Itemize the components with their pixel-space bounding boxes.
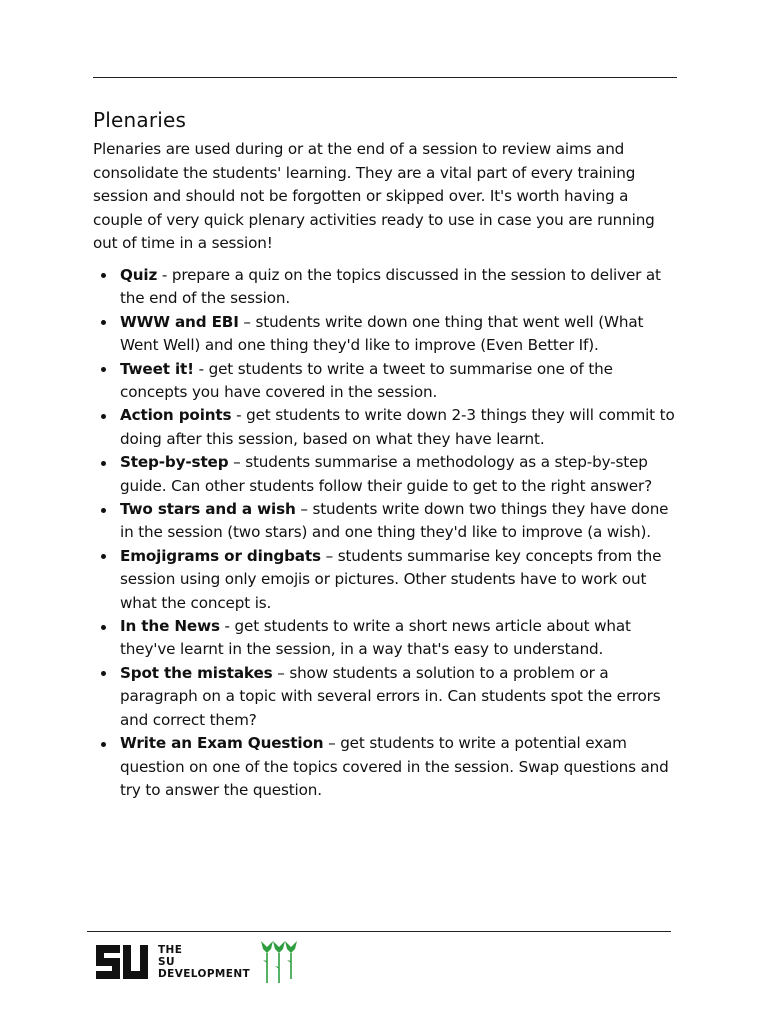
list-item	[120, 264, 678, 311]
su-development-logo	[94, 942, 250, 982]
su-logo-mark-icon	[94, 943, 150, 981]
footer-divider	[87, 931, 671, 932]
item-term: In the News	[120, 617, 220, 636]
list-item	[120, 404, 678, 451]
list-item	[120, 311, 678, 358]
plenary-list	[93, 264, 678, 802]
item-term: Step-by-step	[120, 453, 229, 472]
item-description: – show students a solution to a problem or a paragraph on a topic with several errors in. Can students spot the errors and correct them?	[120, 663, 661, 729]
list-item	[120, 545, 678, 615]
intro-paragraph: Plenaries are used during or at the end of a session to review aims and consolidate the students' learning. They are a vital part of every training session and should not be forgotten or skipped over. It's worth having a couple of very quick plenary activities ready to use in case you are running out of time in a session!	[93, 140, 655, 253]
section-heading: Plenaries	[93, 108, 187, 132]
item-description: – students summarise a methodology as a step-by-step guide. Can other students follow their guide to get to the right answer?	[120, 453, 653, 495]
item-term: Action points	[120, 406, 232, 425]
item-term: Write an Exam Question	[120, 734, 324, 753]
logo-line: THE	[158, 944, 183, 956]
logo-wordmark	[158, 944, 250, 980]
item-description: – students summarise key concepts from the session using only emojis or pictures. Other students have to work out what the concept is.	[120, 546, 662, 612]
list-item	[120, 451, 678, 498]
item-description: - get students to write a short news article about what they've learnt in the session, in a way that's easy to understand.	[120, 617, 631, 659]
list-item	[120, 498, 678, 545]
list-item	[120, 615, 678, 662]
list-item	[120, 732, 678, 802]
item-term: Quiz	[120, 265, 158, 284]
item-term: WWW and EBI	[120, 312, 239, 331]
header-divider	[93, 77, 677, 78]
item-description: - get students to write down 2-3 things they will commit to doing after this session, based on what they have learnt.	[120, 406, 675, 448]
item-description: – get students to write a potential exam question on one of the topics covered in the session. Swap questions and try to answer the question.	[120, 734, 669, 799]
item-description: – students write down two things they have done in the session (two stars) and one thing they'd like to improve (a wish).	[120, 500, 669, 542]
item-term: Two stars and a wish	[120, 500, 296, 519]
sprouts-icon	[258, 939, 300, 985]
list-item	[120, 358, 678, 405]
item-term: Emojigrams or dingbats	[120, 546, 321, 565]
item-description: – students write down one thing that went well (What Went Well) and one thing they'd like to improve (Even Better If).	[120, 312, 644, 355]
item-description: - get students to write a tweet to summarise one of the concepts you have covered in the session.	[120, 359, 613, 401]
item-term: Spot the mistakes	[120, 663, 273, 682]
item-description: - prepare a quiz on the topics discussed in the session to deliver at the end of the session.	[120, 265, 661, 308]
item-term: Tweet it!	[120, 359, 194, 378]
page-content	[93, 106, 678, 802]
list-item	[120, 662, 678, 732]
logo-line: DEVELOPMENT	[158, 968, 251, 980]
logo-line: SU	[158, 956, 175, 968]
